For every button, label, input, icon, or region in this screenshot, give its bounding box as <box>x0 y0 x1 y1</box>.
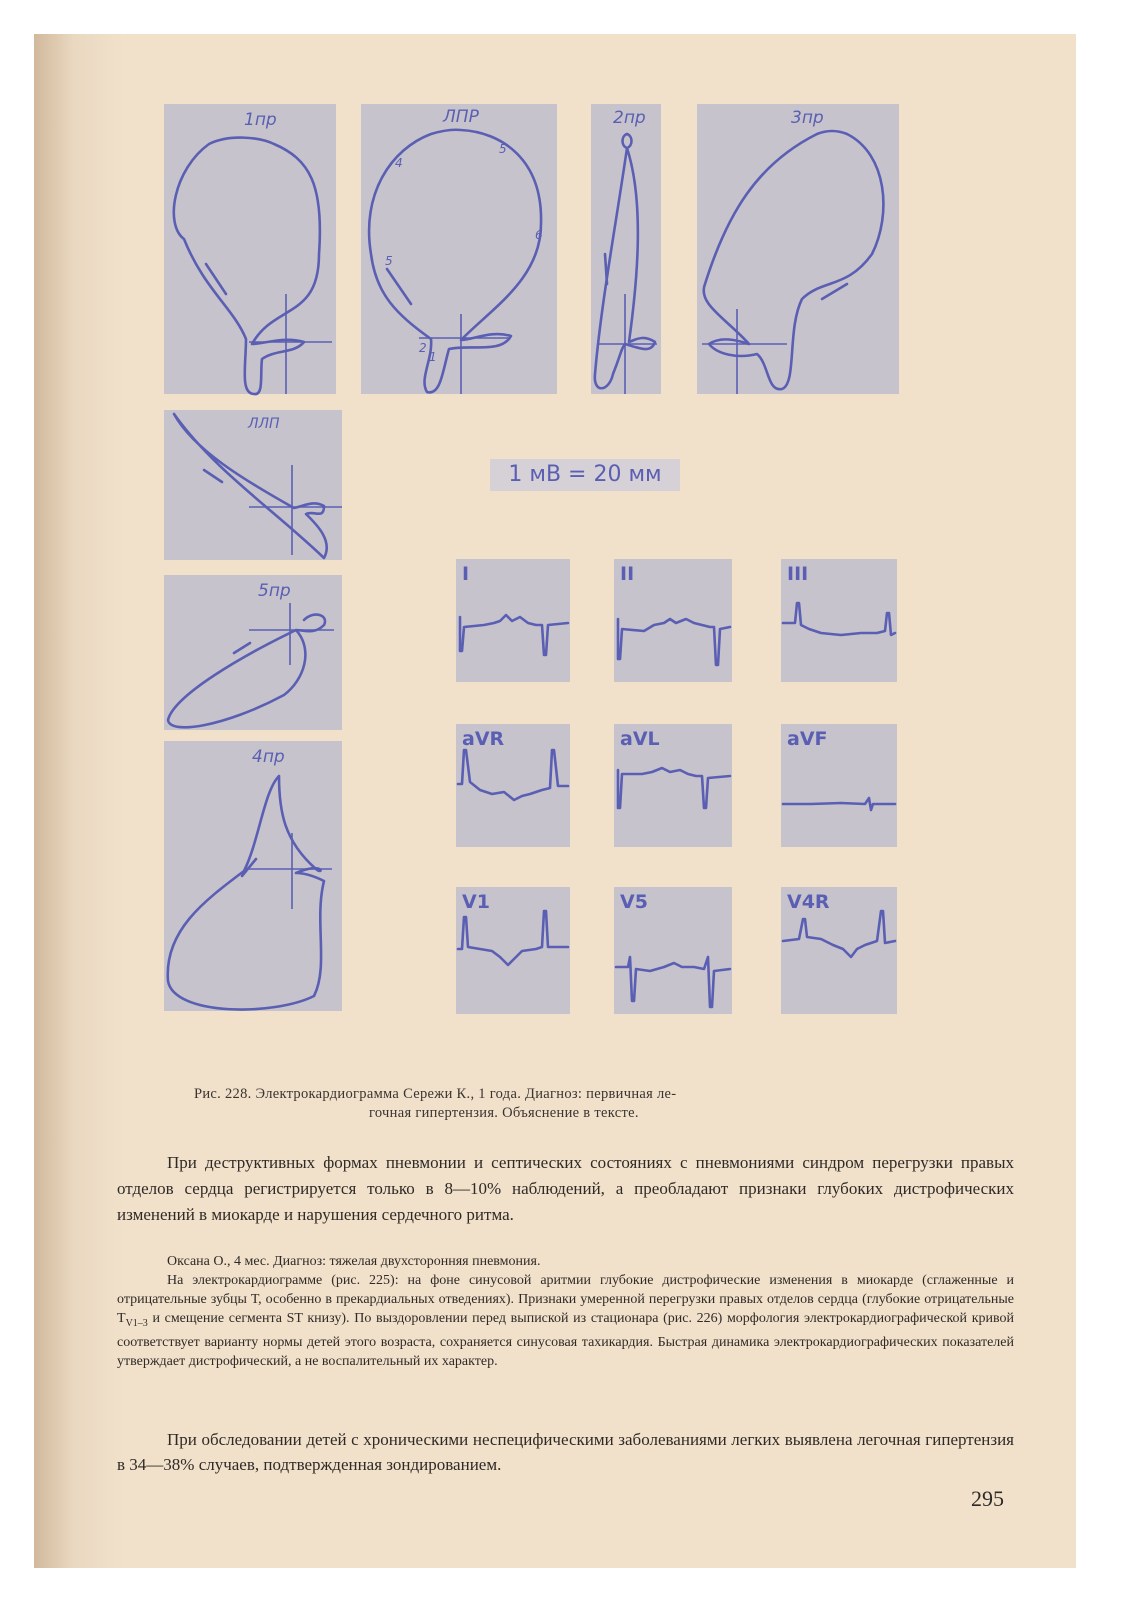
loop-marker: 5 <box>499 142 507 156</box>
lead-label: II <box>620 563 635 585</box>
panel-label: 5пр <box>258 581 291 601</box>
lead-label: V4R <box>787 891 830 913</box>
panel-label: 2пр <box>613 108 646 128</box>
ecg-lead-avl <box>614 724 732 847</box>
loop-marker: 5 <box>385 254 393 268</box>
lead-label: I <box>462 563 470 585</box>
caption-line-1: Рис. 228. Электрокардиограмма Сережи К., 1 года. Диагноз: первичная ле- <box>194 1086 677 1102</box>
lead-label: V5 <box>620 891 648 913</box>
ecg-lead-iii <box>781 559 897 682</box>
vcg-loop-2pr <box>591 104 661 394</box>
vcg-loop-5pr <box>164 575 342 730</box>
vcg-panel-1pr <box>164 104 336 394</box>
panel-label: ЛПР <box>443 107 479 127</box>
lead-label: aVL <box>620 728 660 750</box>
ecg-trace <box>456 559 570 682</box>
panel-label: 3пр <box>791 108 824 128</box>
vcg-loop-1pr <box>164 104 336 394</box>
lead-label: III <box>787 563 809 585</box>
case-text-part2: и смещение сегмента ST книзу). По выздоровлении перед выпиской из стационара (рис. 226) морфология электрокардиографической кривой соответствует варианту нормы детей этого возраста, сохраняется синусовая тахикардия. Быстрая динамика электрокардиографических показателей утверждает дистрофический, а не воспалительный их характер. <box>117 1311 1014 1369</box>
ecg-lead-v1 <box>456 887 570 1014</box>
loop-marker: 4 <box>395 156 403 170</box>
paragraph: При деструктивных формах пневмонии и септических состояниях с пневмониями синдром перегрузки правых отделов сердца регистрируется только в 8—10% наблюдений, а преобладают признаки глубоких дистрофических изменений в миокарде и нарушения сердечного ритма. <box>117 1153 1014 1224</box>
ecg-lead-ii <box>614 559 732 682</box>
vcg-panel-llp <box>164 410 342 560</box>
vcg-loop-4pr <box>164 741 342 1011</box>
panel-label: 4пр <box>252 747 285 767</box>
panel-label: ЛЛП <box>248 416 280 432</box>
loop-marker: 6 <box>535 228 543 242</box>
case-text <box>117 1271 1014 1371</box>
lead-label: aVF <box>787 728 828 750</box>
vcg-loop-llp <box>164 410 342 560</box>
lead-label: V1 <box>462 891 490 913</box>
book-page <box>34 34 1076 1568</box>
scan-margin <box>0 0 34 1600</box>
vcg-panel-3pr <box>697 104 899 394</box>
vcg-panel-4pr <box>164 741 342 1011</box>
ecg-lead-v5 <box>614 887 732 1014</box>
vcg-loop-3pr <box>697 104 899 394</box>
vcg-panel-5pr <box>164 575 342 730</box>
ecg-lead-avr <box>456 724 570 847</box>
lead-label: aVR <box>462 728 505 750</box>
scale-note: 1 мВ = 20 мм <box>490 459 680 491</box>
ecg-lead-v4r <box>781 887 897 1014</box>
vcg-loop-lpr <box>361 104 557 394</box>
caption-line-2: гочная гипертензия. Объяснение в тексте. <box>369 1105 639 1121</box>
ecg-lead-i <box>456 559 570 682</box>
case-description <box>117 1252 1014 1371</box>
case-intro: Оксана О., 4 мес. Диагноз: тяжелая двухсторонняя пневмония. <box>167 1254 541 1269</box>
loop-marker: 1 <box>429 350 437 364</box>
panel-label: 1пр <box>244 110 277 130</box>
figure-caption <box>194 1085 944 1123</box>
subscript: V1–3 <box>125 1317 148 1329</box>
page-number: 295 <box>971 1486 1004 1511</box>
vcg-panel-lpr <box>361 104 557 394</box>
vcg-panel-2pr <box>591 104 661 394</box>
ecg-lead-avf <box>781 724 897 847</box>
loop-marker: 2 <box>419 341 427 355</box>
case-text-part1: На электрокардиограмме (рис. 225): на фоне синусовой аритмии глубокие дистрофические изменения в миокарде (сглаженные и отрицательные зубцы Т, особенно в прекардиальных отведениях). Признаки умеренной перегрузки правых отделов сердца (глубокие отрицательные Т <box>117 1273 1014 1326</box>
paragraph: При обследовании детей с хроническими неспецифическими заболеваниями легких выявлена легочная гипертензия в 34—38% случаев, подтвержденная зондированием. <box>117 1430 1014 1474</box>
